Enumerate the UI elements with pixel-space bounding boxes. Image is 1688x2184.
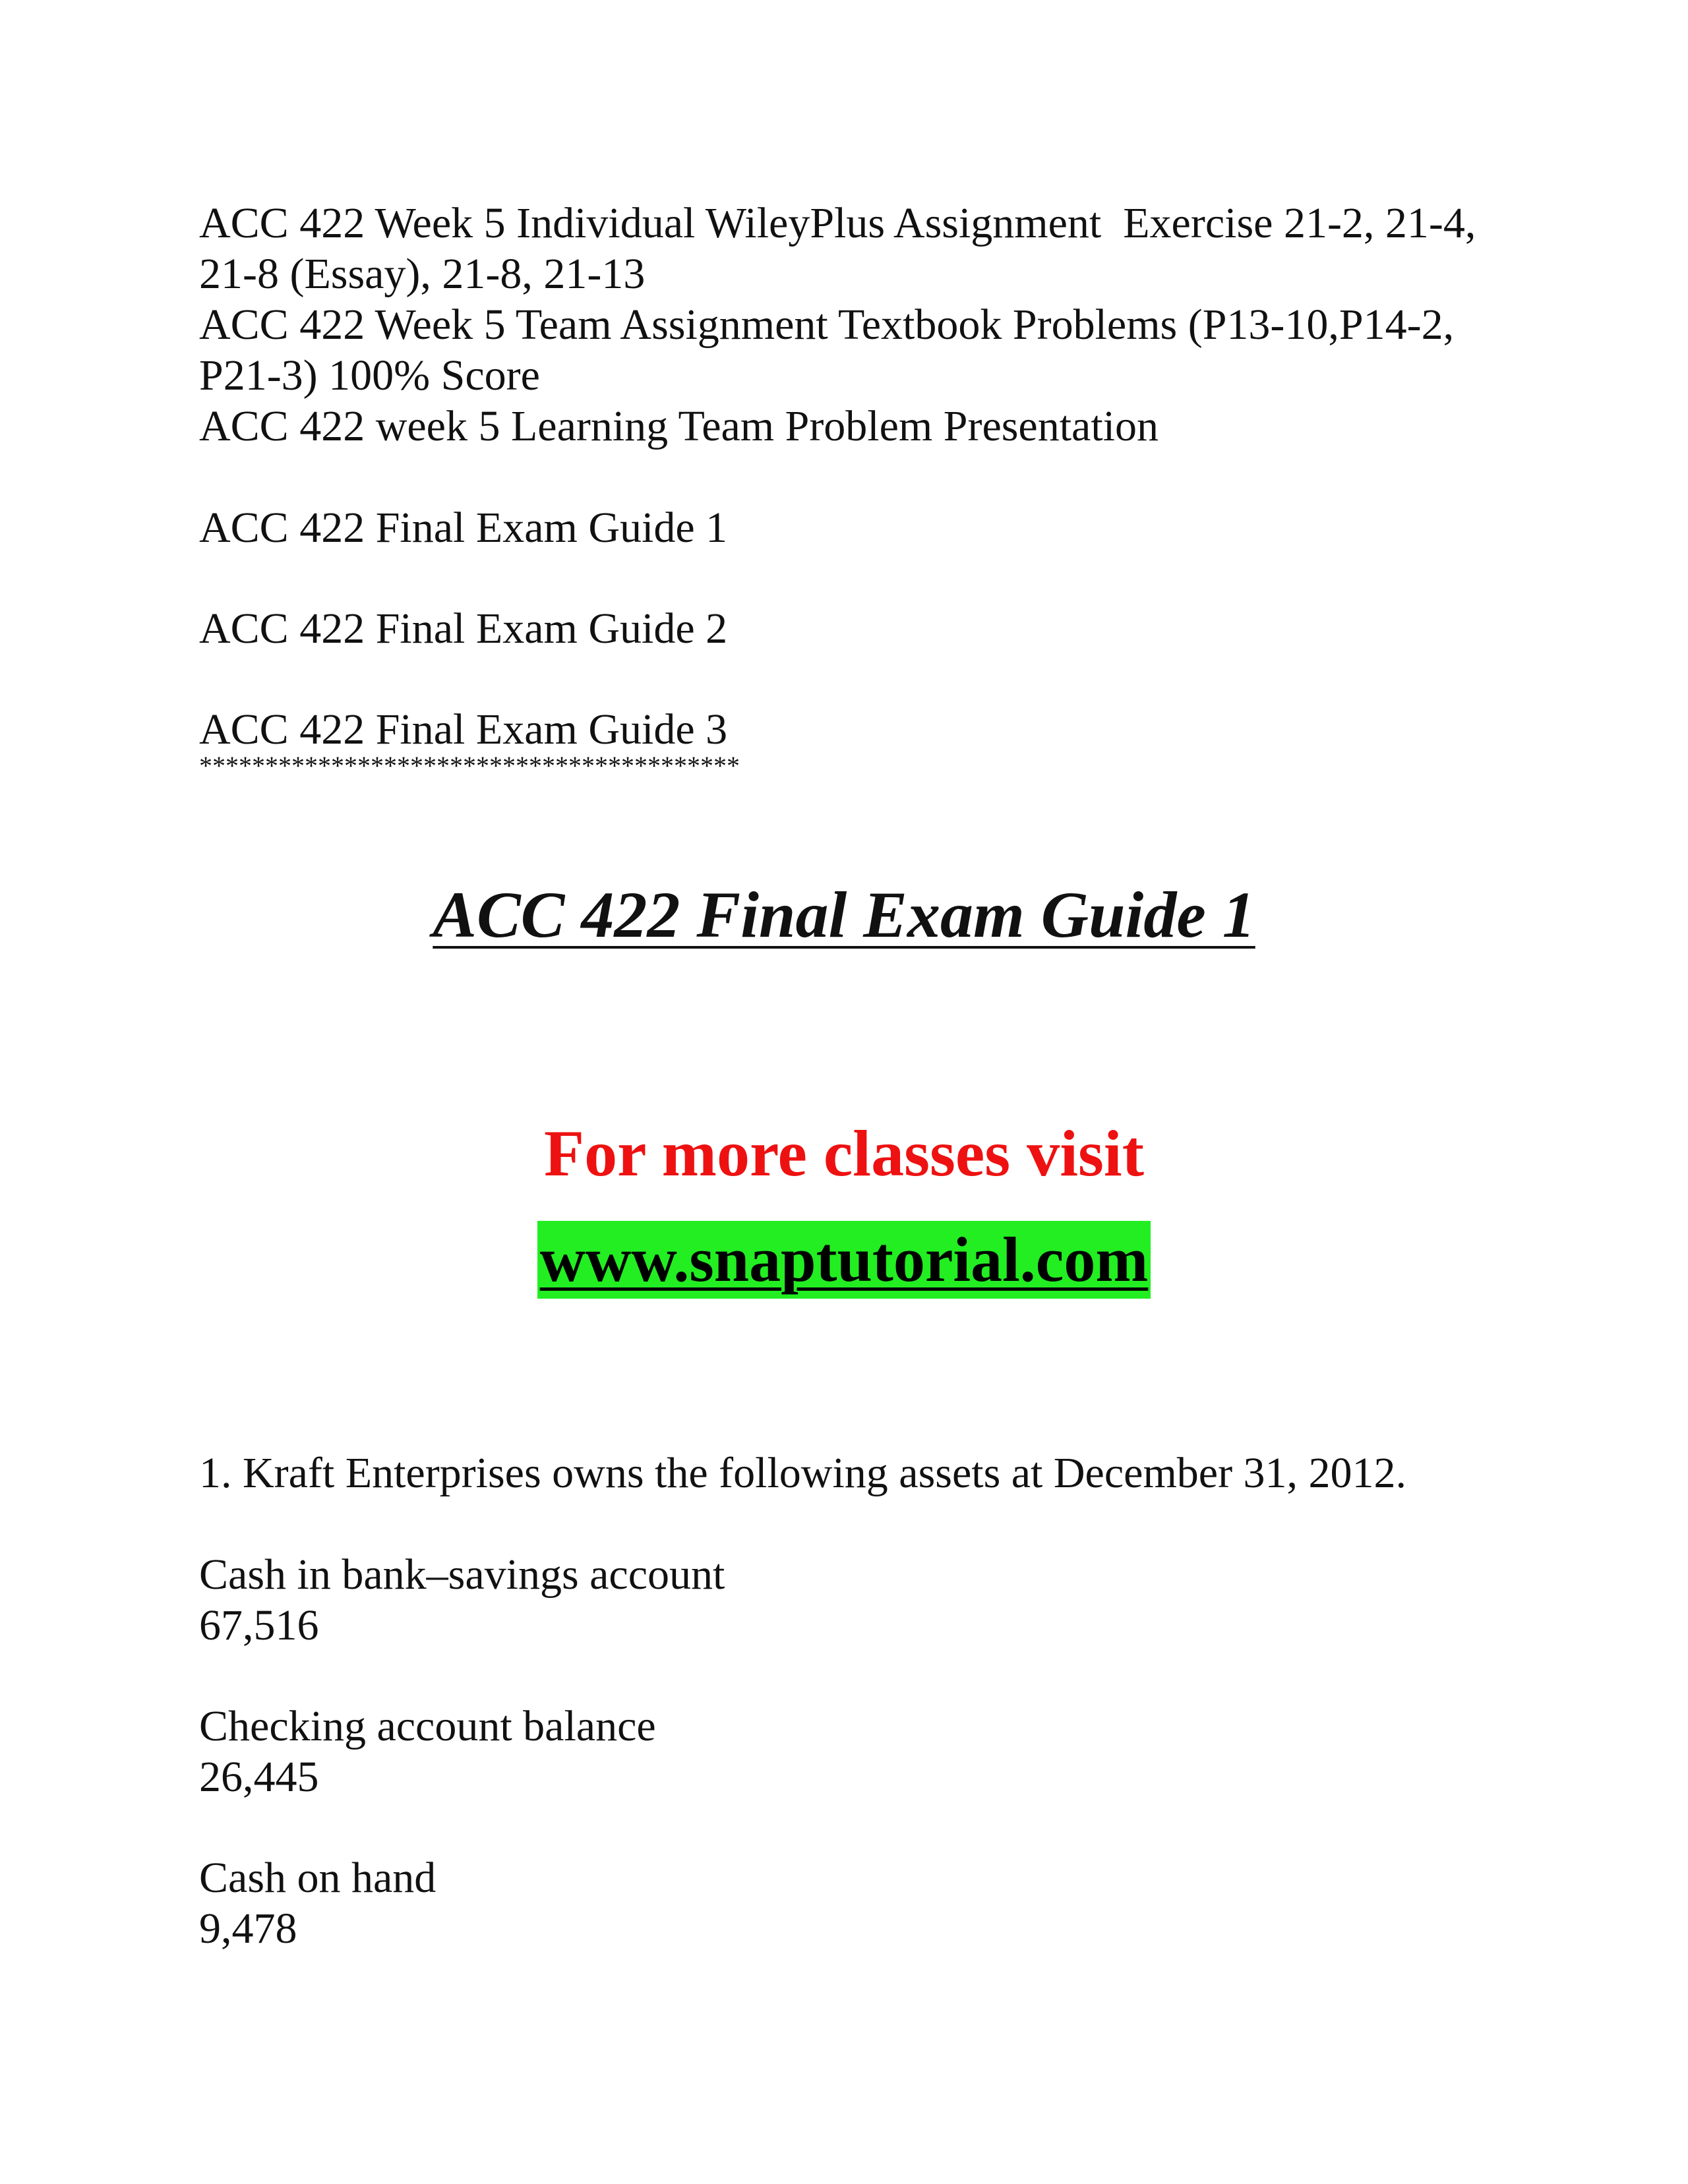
asset-value-savings: 67,516 xyxy=(199,1601,319,1649)
asset-label-savings: Cash in bank–savings account xyxy=(199,1550,725,1599)
final-exam-guide-3-item: ACC 422 Final Exam Guide 3 xyxy=(199,705,728,753)
final-exam-guide-2-item: ACC 422 Final Exam Guide 2 xyxy=(199,605,728,653)
section-title: ACC 422 Final Exam Guide 1 xyxy=(433,878,1255,951)
promo-text: For more classes visit xyxy=(543,1117,1144,1190)
final-exam-guide-1-item: ACC 422 Final Exam Guide 1 xyxy=(199,504,728,552)
asset-value-cash-on-hand: 9,478 xyxy=(199,1904,297,1953)
asterisk-separator: ***************************************** xyxy=(199,751,740,781)
asset-label-checking: Checking account balance xyxy=(199,1702,656,1750)
question-prompt: 1. Kraft Enterprises owns the following assets at December 31, 2012. xyxy=(199,1449,1407,1497)
assignment-week5-learning-team: ACC 422 week 5 Learning Team Problem Presentation xyxy=(199,402,1159,450)
snaptutorial-link[interactable]: www.snaptutorial.com xyxy=(537,1221,1151,1299)
asset-label-cash-on-hand: Cash on hand xyxy=(199,1854,437,1902)
assignment-week5-individual: ACC 422 Week 5 Individual WileyPlus Assignment Exercise 21-2, 21-4, 21-8 (Essay), 21-8, 21-13 xyxy=(199,199,1487,298)
assignment-week5-team: ACC 422 Week 5 Team Assignment Textbook Problems (P13-10,P14-2, P21-3) 100% Score xyxy=(199,301,1465,399)
asset-value-checking: 26,445 xyxy=(199,1753,319,1801)
promo-link-container xyxy=(0,1221,1688,1299)
